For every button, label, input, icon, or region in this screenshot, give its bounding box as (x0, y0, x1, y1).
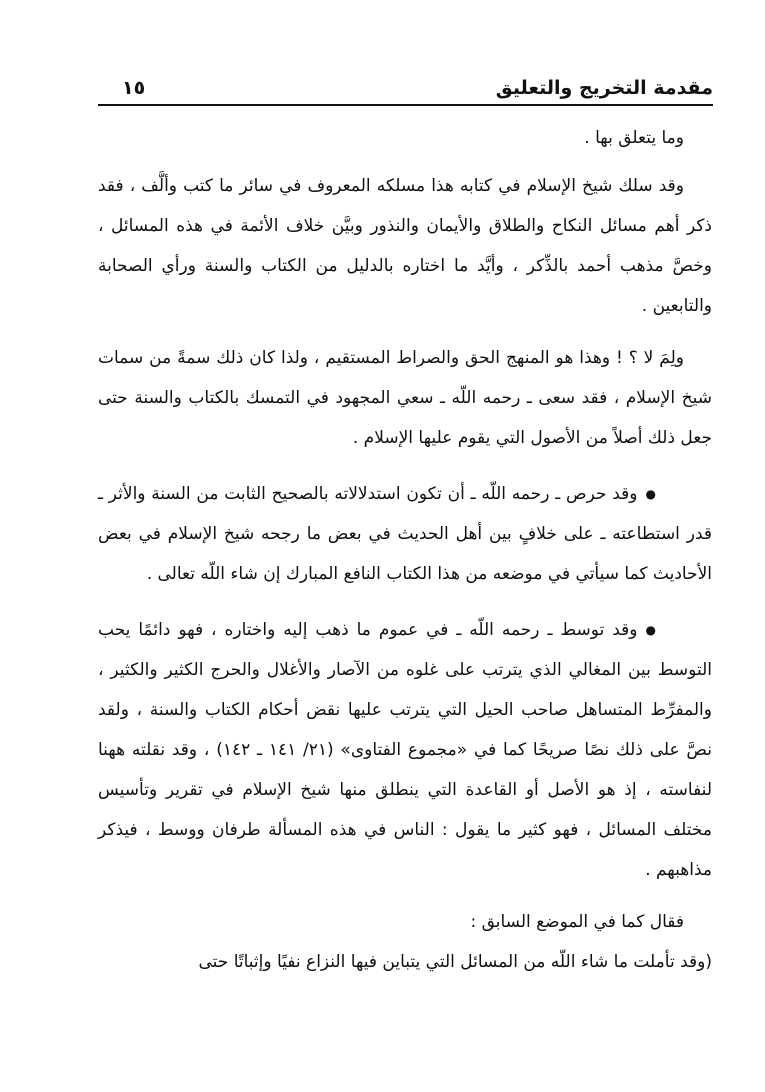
paragraph-quote-intro: فقال كما في الموضع السابق : (470, 912, 684, 932)
bullet-paragraph-moderation (98, 610, 712, 890)
bullet-icon: ● (645, 623, 656, 637)
paragraph-continuation: وما يتعلق بها . (584, 128, 684, 148)
bullet-paragraph-text: وقد حرص ـ رحمه اللّه ـ أن تكون استدلالاته بالصحيح الثابت من السنة والأثر ـ قدر استطاعته ـ على خلافٍ بين أهل الحديث في بعض ما رجحه شيخ الإسلام في بعض الأحاديث كما سيأتي في موضعه من هذا الكتاب النافع المبارك إن شاء اللّه تعالى . (98, 484, 712, 584)
page-body (98, 118, 712, 982)
header-divider (98, 104, 713, 106)
bullet-paragraph-authentic-evidence (98, 474, 712, 594)
paragraph-method: وقد سلك شيخ الإسلام في كتابه هذا مسلكه المعروف في سائر ما كتب وألَّف ، فقد ذكر أهم مسائل النكاح والطلاق والأيمان والنذور وبيَّن خلاف الأئمة في هذه المسائل ، وخصَّ مذهب أحمد بالذِّكر ، وأيَّد ما اختاره بالدليل من الكتاب والسنة ورأي الصحابة والتابعين . (98, 176, 712, 316)
page-header (98, 74, 713, 104)
page-number: ١٥ (122, 77, 146, 99)
bullet-paragraph-text: وقد توسط ـ رحمه اللّه ـ في عموم ما ذهب إليه واختاره ، فهو دائمًا يحب التوسط بين المغالي الذي يترتب على غلوه من الآصار والأغلال والحرج الكثير والكثير ، والمفرِّط المتساهل صاحب الحيل التي يترتب عليها نقض أحكام الكتاب والسنة ، ولقد نصَّ على ذلك نصًا صريحًا كما في «مجموع الفتاوى» (٢١/ ١٤١ ـ ١٤٢) ، وقد نقلته ههنا لنفاسته ، إذ هو الأصل أو القاعدة التي ينطلق منها شيخ الإسلام في تقرير وتأسيس مختلف المسائل ، فهو كثير ما يقول : الناس في هذه المسألة طرفان ووسط ، فيذكر مذاهبهم . (98, 620, 712, 880)
running-title: مقدمة التخريج والتعليق (495, 77, 713, 99)
paragraph-quote-start: (وقد تأملت ما شاء اللّه من المسائل التي يتباين فيها النزاع نفيًا وإثباتًا حتى (198, 952, 712, 972)
bullet-icon: ● (645, 487, 656, 501)
paragraph-sunnah-adherence: ولِمَ لا ؟ ! وهذا هو المنهج الحق والصراط المستقيم ، ولذا كان ذلك سمةً من سمات شيخ الإسلام ، فقد سعى ـ رحمه اللّه ـ سعي المجهود في التمسك بالكتاب والسنة حتى جعل ذلك أصلاً من الأصول التي يقوم عليها الإسلام . (98, 348, 712, 448)
